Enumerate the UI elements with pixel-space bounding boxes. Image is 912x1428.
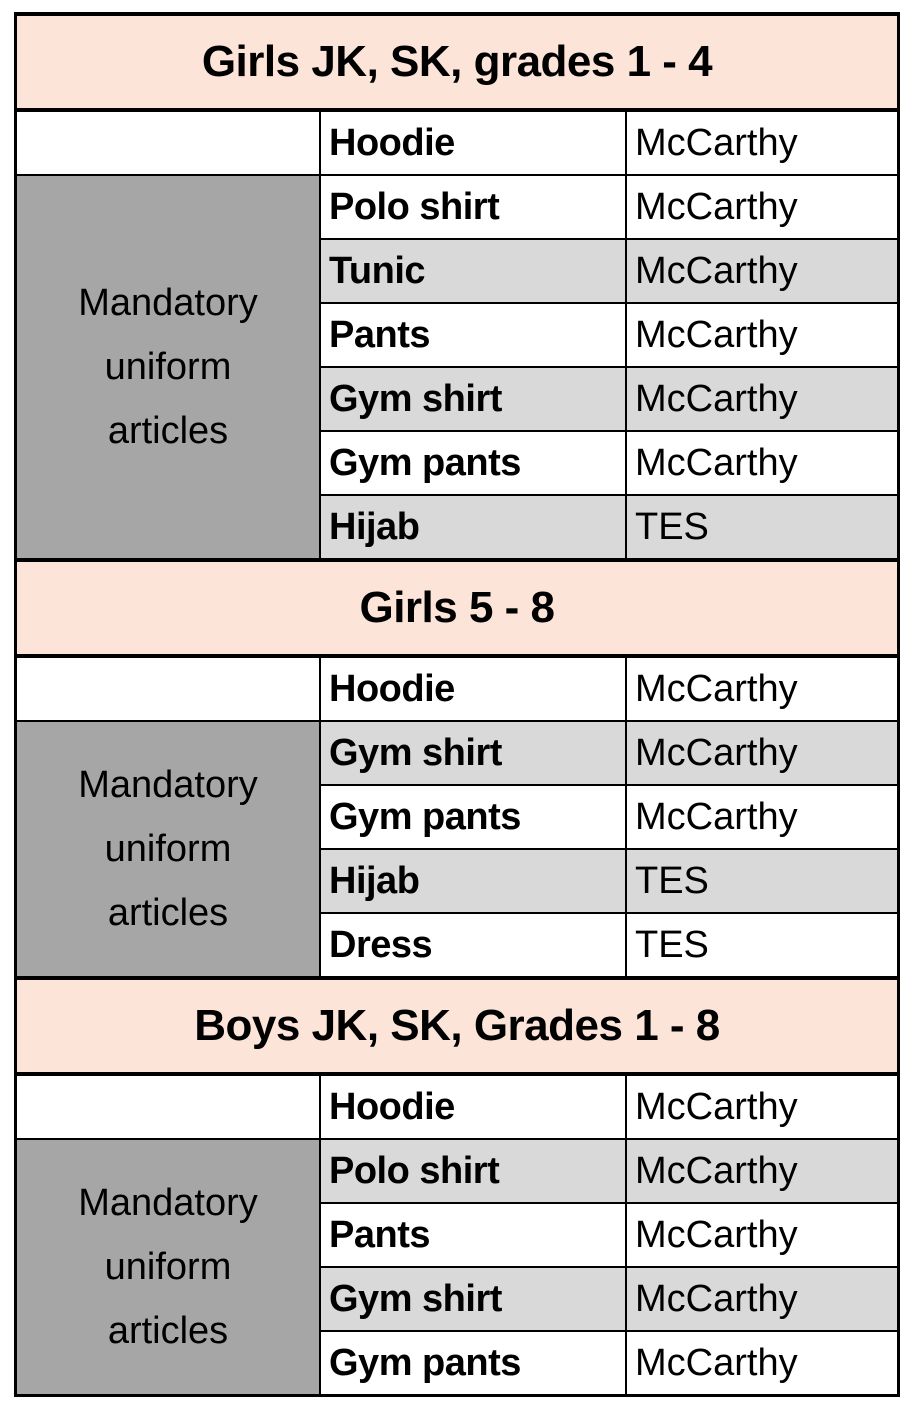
- supplier-name: TES: [626, 849, 899, 913]
- supplier-name: McCarthy: [626, 175, 899, 239]
- supplier-name: McCarthy: [626, 1267, 899, 1331]
- supplier-name: McCarthy: [626, 110, 899, 175]
- section-header-row: [16, 560, 899, 656]
- item-name: Gym shirt: [320, 721, 626, 785]
- item-name: Polo shirt: [320, 1139, 626, 1203]
- table-row: [16, 721, 899, 785]
- supplier-name: McCarthy: [626, 431, 899, 495]
- section-header-row: [16, 978, 899, 1074]
- table-row-optional: [16, 1074, 899, 1139]
- item-name: Hoodie: [320, 110, 626, 175]
- item-name: Gym pants: [320, 1331, 626, 1396]
- table-row: [16, 1139, 899, 1203]
- category-label: Mandatory uniform articles: [16, 1139, 321, 1396]
- empty-label-cell: [16, 656, 321, 721]
- supplier-name: McCarthy: [626, 1331, 899, 1396]
- supplier-name: McCarthy: [626, 721, 899, 785]
- item-name: Hoodie: [320, 656, 626, 721]
- item-name: Hijab: [320, 495, 626, 560]
- supplier-name: McCarthy: [626, 303, 899, 367]
- item-name: Hoodie: [320, 1074, 626, 1139]
- supplier-name: McCarthy: [626, 1203, 899, 1267]
- table-row: [16, 175, 899, 239]
- supplier-name: McCarthy: [626, 1139, 899, 1203]
- empty-label-cell: [16, 110, 321, 175]
- item-name: Dress: [320, 913, 626, 978]
- item-name: Pants: [320, 1203, 626, 1267]
- section-title: Girls JK, SK, grades 1 - 4: [16, 14, 899, 110]
- supplier-name: TES: [626, 495, 899, 560]
- supplier-name: TES: [626, 913, 899, 978]
- empty-label-cell: [16, 1074, 321, 1139]
- supplier-name: McCarthy: [626, 239, 899, 303]
- item-name: Gym pants: [320, 431, 626, 495]
- category-label: Mandatory uniform articles: [16, 721, 321, 978]
- item-name: Gym shirt: [320, 367, 626, 431]
- supplier-name: McCarthy: [626, 1074, 899, 1139]
- item-name: Tunic: [320, 239, 626, 303]
- item-name: Gym pants: [320, 785, 626, 849]
- supplier-name: McCarthy: [626, 367, 899, 431]
- table-row-optional: [16, 656, 899, 721]
- supplier-name: McCarthy: [626, 656, 899, 721]
- section-title: Boys JK, SK, Grades 1 - 8: [16, 978, 899, 1074]
- section-header-row: [16, 14, 899, 110]
- uniform-table: [14, 12, 900, 1397]
- item-name: Pants: [320, 303, 626, 367]
- category-label: Mandatory uniform articles: [16, 175, 321, 560]
- item-name: Gym shirt: [320, 1267, 626, 1331]
- table-row-optional: [16, 110, 899, 175]
- section-title: Girls 5 - 8: [16, 560, 899, 656]
- supplier-name: McCarthy: [626, 785, 899, 849]
- item-name: Polo shirt: [320, 175, 626, 239]
- item-name: Hijab: [320, 849, 626, 913]
